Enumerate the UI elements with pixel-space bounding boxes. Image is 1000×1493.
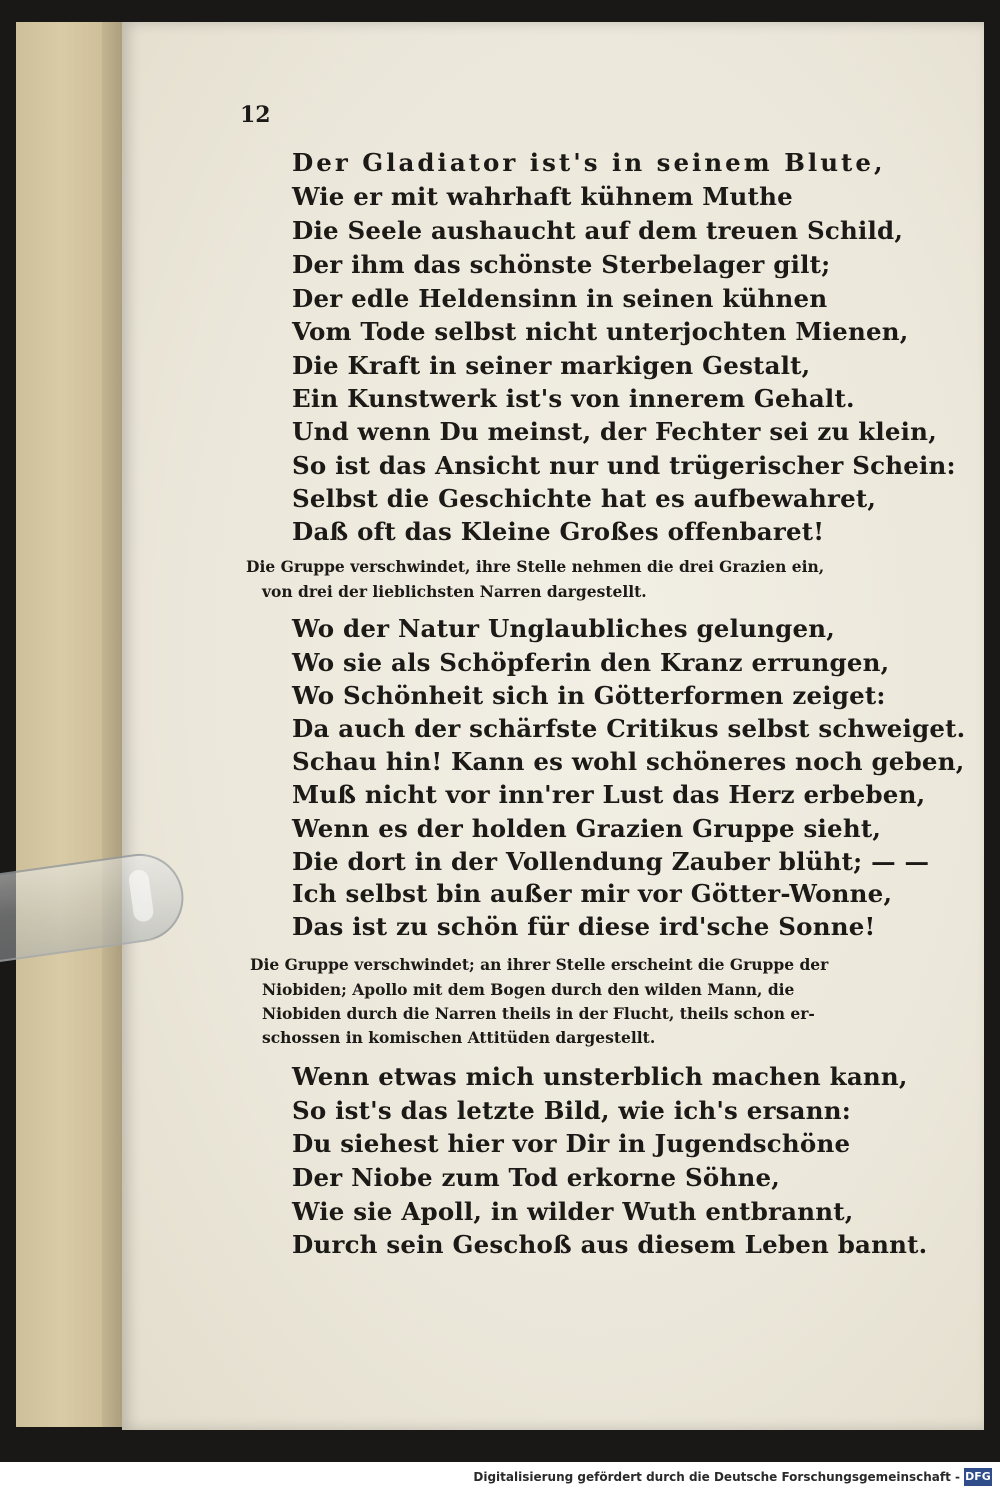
verse-line: Der Gladiator ist's in seinem Blute, [292,148,886,177]
stage-direction-line: Die Gruppe verschwindet; an ihrer Stelle erscheint die Gruppe der [250,955,829,974]
verse-line: Wo sie als Schöpferin den Kranz errungen, [292,648,890,677]
dfg-logo-icon: DFG [964,1468,992,1486]
verse-line: Der Niobe zum Tod erkorne Söhne, [292,1163,780,1192]
verse-line: So ist das Ansicht nur und trügerischer Schein: [292,451,956,480]
page-number: 12 [240,102,271,128]
verse-line: Du siehest hier vor Dir in Jugendschöne [292,1129,851,1158]
verse-line: Wo der Natur Unglaubliches gelungen, [292,614,835,643]
verse-line: Ich selbst bin außer mir vor Götter-Wonne, [292,879,893,908]
verse-line: Selbst die Geschichte hat es aufbewahret, [292,484,877,513]
verse-line: Und wenn Du meinst, der Fechter sei zu klein, [292,417,937,446]
verse-line: Die Kraft in seiner markigen Gestalt, [292,351,811,380]
verse-line: Die dort in der Vollendung Zauber blüht; — — [292,847,930,876]
verse-line: Die Seele aushaucht auf dem treuen Schild, [292,216,904,245]
book-cover-strip [16,22,129,1427]
verse-line: Daß oft das Kleine Großes offenbaret! [292,517,825,546]
verse-line: Wie sie Apoll, in wilder Wuth entbrannt, [292,1197,854,1226]
verse-line: Wie er mit wahrhaft kühnem Muthe [292,182,793,211]
footer-bar [0,1462,1000,1493]
verse-line: Ein Kunstwerk ist's von innerem Gehalt. [292,384,855,413]
funding-notice: Digitalisierung gefördert durch die Deutsche Forschungsgemeinschaft - [473,1470,960,1484]
stage-direction-line: Niobiden durch die Narren theils in der Flucht, theils schon er- [262,1004,815,1023]
verse-line: Schau hin! Kann es wohl schöneres noch geben, [292,747,965,776]
verse-line: Der edle Heldensinn in seinen kühnen [292,284,828,313]
verse-line: Wenn etwas mich unsterblich machen kann, [292,1062,908,1091]
stage-direction-line: von drei der lieblichsten Narren dargestellt. [262,582,647,601]
stage-direction-line: Die Gruppe verschwindet, ihre Stelle nehmen die drei Grazien ein, [246,557,825,576]
stage-direction-line: Niobiden; Apollo mit dem Bogen durch den wilden Mann, die [262,980,795,999]
verse-line: Vom Tode selbst nicht unterjochten Mienen, [292,317,909,346]
verse-line: Muß nicht vor inn'rer Lust das Herz erbeben, [292,780,926,809]
stage-direction-line: schossen in komischen Attitüden dargestellt. [262,1028,656,1047]
verse-line: Der ihm das schönste Sterbelager gilt; [292,250,831,279]
verse-line: Durch sein Geschoß aus diesem Leben bannt. [292,1230,928,1259]
verse-line: Da auch der schärfste Critikus selbst schweiget. [292,714,966,743]
verse-line: Wo Schönheit sich in Götterformen zeiget: [292,681,886,710]
verse-line: So ist's das letzte Bild, wie ich's ersann: [292,1096,852,1125]
verse-line: Das ist zu schön für diese ird'sche Sonne! [292,912,876,941]
verse-line: Wenn es der holden Grazien Gruppe sieht, [292,814,882,843]
